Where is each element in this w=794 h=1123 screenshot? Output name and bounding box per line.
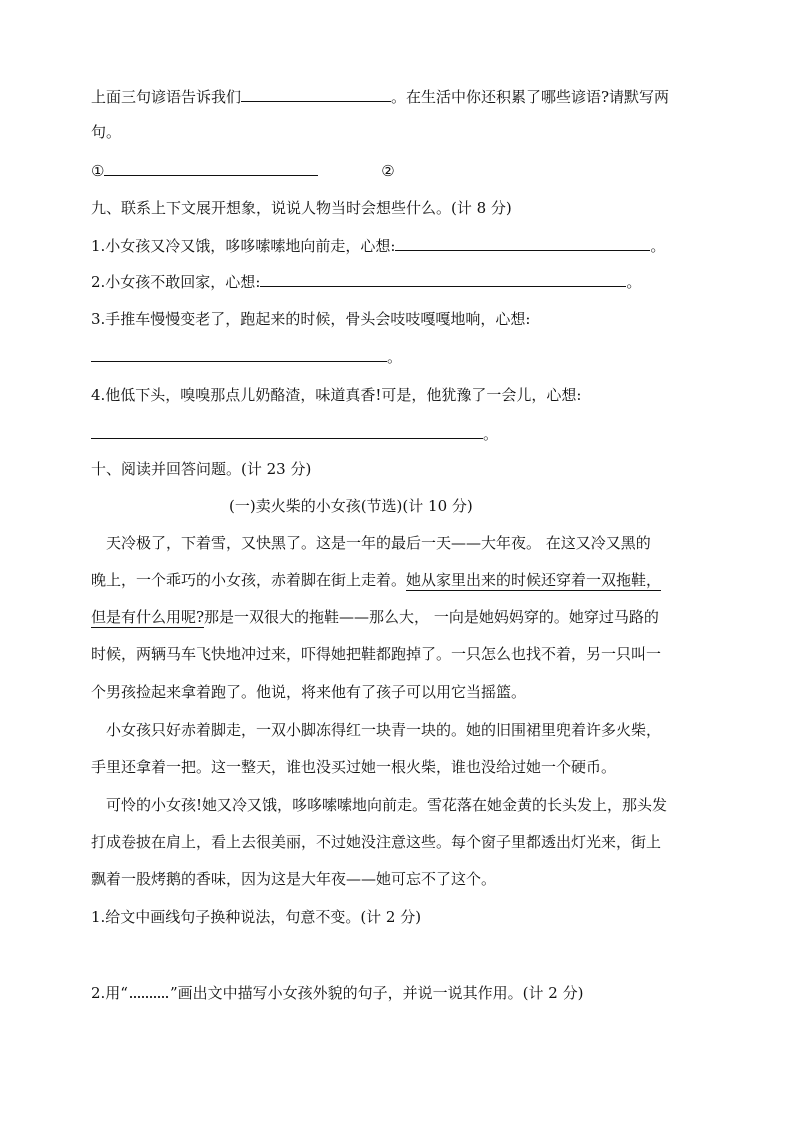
s10-q2-text-b: ”画出文中描写小女孩外貌的句子，并说一说其作用。(计 2 分) — [169, 984, 584, 1002]
underlined-sentence-part2: 但是有什么用呢? — [91, 608, 205, 626]
s9-q2-blank[interactable] — [260, 271, 626, 287]
s9-heading: 九、联系上下文展开想象，说说人物当时会想些什么。(计 8 分) — [91, 199, 512, 217]
proverb-blank-1[interactable] — [104, 160, 318, 176]
s9-q4-answer — [91, 423, 498, 444]
s9-q2-text: 2.小女孩不敢回家，心想: — [91, 273, 261, 291]
s9-q3-end: 。 — [387, 348, 403, 366]
p1-line4: 时候，两辆马车飞快地冲过来，吓得她把鞋都跑掉了。一只怎么也找不着，另一只叫一 — [91, 645, 662, 663]
s9-q1 — [91, 235, 665, 256]
p1-line2-text: 晚上，一个乖巧的小女孩，赤着脚在街上走着。 — [91, 571, 407, 589]
blank-2-marker: ② — [381, 162, 395, 180]
underlined-sentence-part1: 她从家里出来的时候还穿着一双拖鞋， — [406, 571, 662, 589]
s10-q1: 1.给文中画线句子换种说法，句意不变。(计 2 分) — [91, 908, 422, 926]
s8-line2: 句。 — [91, 123, 122, 141]
s8-text-b: 。在生活中你还积累了哪些谚语?请默写两 — [391, 88, 670, 106]
s9-q2 — [91, 271, 641, 292]
s9-q3-blank[interactable] — [91, 346, 387, 362]
s9-q1-end: 。 — [650, 237, 666, 255]
p3-line3: 飘着一股烤鹅的香味，因为这是大年夜——她可忘不了这个。 — [91, 870, 497, 888]
s9-q4: 4.他低下头，嗅嗅那点儿奶酪渣，味道真香!可是，他犹豫了一会儿，心想: — [91, 386, 582, 404]
p1-line5: 个男孩捡起来拿着跑了。他说，将来他有了孩子可以用它当摇篮。 — [91, 683, 527, 701]
s9-q3-answer — [91, 346, 402, 367]
s9-q4-blank[interactable] — [91, 423, 483, 439]
p2-line1: 小女孩只好赤着脚走，一双小脚冻得红一块青一块的。她的旧围裙里兜着许多火柴， — [106, 721, 662, 739]
s8-line1 — [91, 86, 669, 107]
p1-line2 — [91, 570, 661, 590]
s9-q1-text: 1.小女孩又冷又饿，哆哆嗦嗦地向前走，心想: — [91, 237, 396, 255]
s9-q1-blank[interactable] — [395, 235, 650, 251]
s9-q2-end: 。 — [626, 273, 642, 291]
wavy-underline-mark — [130, 986, 168, 998]
p1-line3-text: 那是一双很大的拖鞋——那么大， 一向是她妈妈穿的。她穿过马路的 — [204, 608, 659, 626]
s10-q2-text-a: 2.用“ — [91, 984, 128, 1002]
s8-text-a: 上面三句谚语告诉我们 — [91, 88, 242, 106]
p1-line3 — [91, 607, 659, 627]
p1-line1: 天冷极了，下着雪，又快黑了。这是一年的最后一天——大年夜。 在这又冷又黑的 — [106, 534, 651, 552]
s10-heading: 十、阅读并回答问题。(计 23 分) — [91, 460, 312, 478]
s10-q2 — [91, 983, 583, 1003]
s8-blanks — [91, 160, 395, 181]
p3-line2: 打成卷披在肩上，看上去很美丽，不过她没注意这些。每个窗子里都透出灯光来，街上 — [91, 833, 662, 851]
p3-line1: 可怜的小女孩!她又冷又饿，哆哆嗦嗦地向前走。雪花落在她金黄的长头发上，那头发 — [106, 796, 668, 814]
s8-answer-blank[interactable] — [241, 86, 391, 102]
s9-q4-end: 。 — [483, 425, 499, 443]
p2-line2: 手里还拿着一把。这一整天，谁也没买过她一根火柴，谁也没给过她一个硬币。 — [91, 758, 617, 776]
blank-1-marker: ① — [91, 162, 105, 180]
passage-title: (一)卖火柴的小女孩(节选)(计 10 分) — [229, 497, 473, 515]
s9-q3: 3.手推车慢慢变老了，跑起来的时候，骨头会吱吱嘎嘎地响，心想: — [91, 310, 531, 328]
